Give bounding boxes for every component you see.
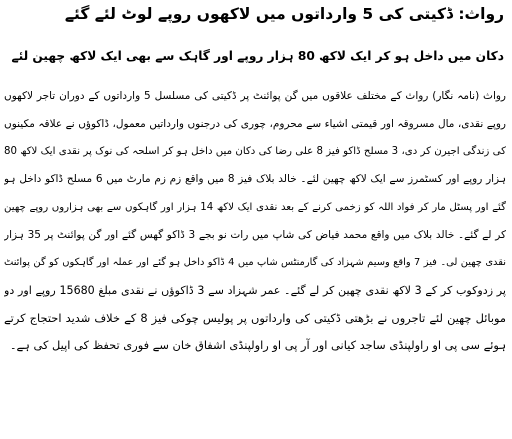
news-article bbox=[4, 0, 506, 439]
sub-headline: دکان میں داخل ہو کر ایک لاکھ 80 ہزار روپے اور گاہک سے بھی ایک لاکھ چھین لئے bbox=[11, 49, 504, 63]
body-line: کر لے گئے۔ خالد بلاک میں واقع محمد فیاض کی شاپ میں رات نو بجے 3 ڈاکو گھس گئے اور گن پوائنٹ پر 35 ہزار bbox=[4, 228, 506, 241]
body-line: پر زدوکوب کر کے 3 لاکھ نقدی چھین کر لے گئے۔ عمر شہزاد سے 3 ڈاکوؤں نے نقدی مبلغ 15680 روپے اور دو bbox=[4, 283, 506, 297]
body-line: نقدی چھین لی۔ فیز 7 واقع وسیم شہزاد کی گارمنٹس شاپ میں 4 ڈاکو داخل ہو گئے اور عملہ اور گاہکوں کو گن پوائنٹ bbox=[4, 257, 506, 269]
body-line: موبائل چھین لئے تاجروں نے بڑھتی ڈکیتی کی وارداتوں پر پولیس چوکی فیز 8 کے خلاف شدید احتجاج کرتے bbox=[4, 310, 506, 325]
headline: رواث: ڈکیتی کی 5 وارداتوں میں لاکھوں روپے لوٹ لئے گئے bbox=[64, 5, 504, 23]
body-line: روپے نقدی، مال مسروقہ اور قیمتی اشیاء سے محروم، چوری کی درجنوں وارداتیں معمول، ڈاکوؤں نے علاقہ مکینوں bbox=[4, 117, 506, 130]
article-body bbox=[4, 83, 506, 360]
body-line: ہزار روپے اور کسٹمرز سے ایک لاکھ چھین لئے۔ خالد بلاک فیز 8 میں واقع زم زم مارٹ میں 6 مسلح ڈاکو داخل ہو bbox=[4, 173, 506, 186]
body-line: کی زندگی اجیرن کر دی، 3 مسلح ڈاکو فیز 8 علی رضا کی دکان میں داخل ہو کر اسلحہ کی نوک پر نقدی ایک لاکھ 80 bbox=[4, 146, 506, 158]
body-line: ہوئے سی پی او راولپنڈی ساجد کیانی اور آر پی او راولپنڈی اشفاق خان سے فوری تحفظ کی اپیل کی ہے۔ bbox=[9, 338, 506, 353]
body-line: گئے اور پسٹل مار کر فواد اللہ کو زخمی کرنے کے بعد نقدی ایک لاکھ 14 ہزار اور گاہکوں سے بھی ہزاروں روپے چھین bbox=[4, 201, 506, 213]
body-line: رواث (نامہ نگار) رواث کے مختلف علاقوں میں گن پوائنٹ پر ڈکیتی کی مسلسل 5 وارداتوں کے دوران تاجر لاکھوں bbox=[4, 90, 506, 102]
